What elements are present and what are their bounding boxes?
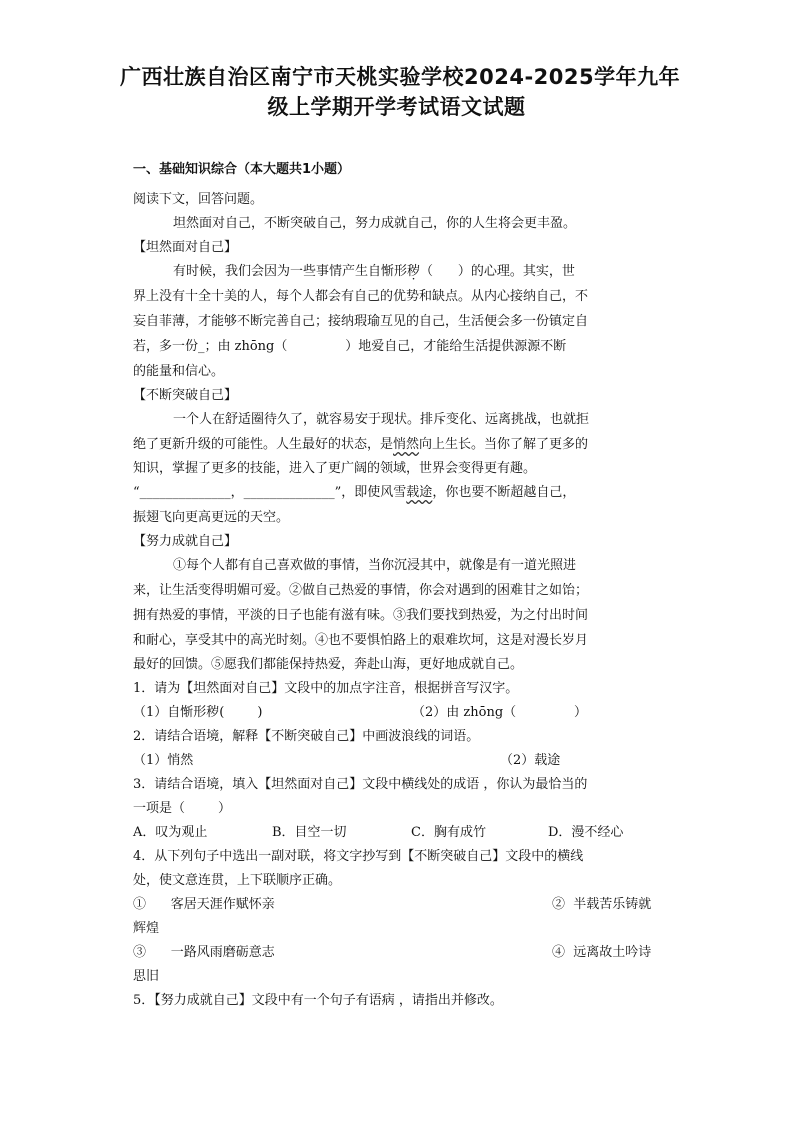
part3-line-3: 拥有热爱的事情，平淡的日子也能有滋有味。③我们要找到热爱，为之付出时间 <box>133 608 589 623</box>
part3-heading: 【努力成就自己】 <box>133 534 238 549</box>
question-3-stem-1: 3．请结合语境，填入【坦然面对自己】文段中横线处的成语 ，你认为最恰当的 <box>133 777 588 792</box>
title-line-1: 广西壮族自治区南宁市天桃实验学校2024-2025学年九年 <box>120 65 681 89</box>
question-4-option-2: ② 半载苦乐铸就 <box>552 897 652 912</box>
part3-line-5: 最好的回馈。⑤愿我们都能保持热爱，奔赴山海，更好地成就自己。 <box>133 657 524 672</box>
question-4-option-3: ③ 一路风雨磨砺意志 <box>133 945 275 960</box>
question-4-option-1: ① 客居天涯作赋怀亲 <box>133 897 275 912</box>
page-title <box>120 62 681 122</box>
part1-heading: 【坦然面对自己】 <box>133 240 238 255</box>
part3-line-4: 和耐心，享受其中的高光时刻。④也不要惧怕路上的艰难坎坷，这是对漫长岁月 <box>133 633 589 648</box>
part1-line-5: 的能量和信心。 <box>133 364 225 379</box>
question-4-stem-2: 处，使文意连贯，上下联顺序正确。 <box>133 873 342 888</box>
wavy-word-qiaoran: 悄然 <box>393 437 420 452</box>
question-3-stem-2: 一项是（ ） <box>133 801 232 816</box>
part1-line-1: 有时候，我们会因为一些事情产生自惭形秽（ ）的心理。其实，世 <box>173 264 575 279</box>
title-line-2: 级上学期开学考试语文试题 <box>267 95 526 119</box>
question-2-part-a: （1）悄然 <box>133 753 194 768</box>
question-2-part-b: （2）载途 <box>500 753 561 768</box>
part2-line-5: 振翅飞向更高更远的天空。 <box>133 510 290 525</box>
question-1-part-b: （2）由 zhōng（ ） <box>412 705 587 720</box>
part1-line-4: 若，多一份_；由 zhōng（ ）地爱自己，才能给生活提供源源不断 <box>133 339 567 354</box>
question-4-option-2-cont: 辉煌 <box>133 921 160 936</box>
passage-lead: 坦然面对自己，不断突破自己，努力成就自己，你的人生将会更丰盈。 <box>173 216 577 231</box>
question-2-stem: 2．请结合语境，解释【不断突破自己】中画波浪线的词语。 <box>133 729 480 744</box>
part2-line-4: “______________，______________”，即使风雪载途，你也要不断超越自己， <box>133 485 576 500</box>
question-4-option-4: ④ 远离故土吟诗 <box>552 945 652 960</box>
section-heading: 一、基础知识综合（本大题共1小题） <box>133 162 351 177</box>
part2-line-1: 一个人在舒适圈待久了，就容易安于现状。排斥变化、远离挑战，也就拒 <box>173 412 590 427</box>
part2-heading: 【不断突破自己】 <box>133 388 238 403</box>
wavy-word-zaitu: 载途 <box>406 485 433 500</box>
question-5-stem: 5．【努力成就自己】文段中有一个句子有语病 ，请指出并修改。 <box>133 993 503 1008</box>
part3-line-1: ①每个人都有自己喜欢做的事情，当你沉浸其中，就像是有一道光照进 <box>173 558 577 573</box>
part1-line-2: 界上没有十全十美的人，每个人都会有自己的优势和缺点。从内心接纳自己，不 <box>133 289 589 304</box>
question-3-option-d: D．漫不经心 <box>548 825 624 840</box>
part1-line-3: 妄自菲薄，才能够不断完善自己；接纳瑕瑜互见的自己，生活便会多一份镇定自 <box>133 314 589 329</box>
question-1-part-a: （1）自惭形秽( ) <box>133 705 263 720</box>
question-4-stem-1: 4．从下列句子中选出一副对联，将文字抄写到【不断突破自己】文段中的横线 <box>133 849 584 864</box>
question-4-option-4-cont: 思旧 <box>133 969 160 984</box>
question-3-option-c: C．胸有成竹 <box>411 825 486 840</box>
question-1-stem: 1．请为【坦然面对自己】文段中的加点字注音，根据拼音写汉字。 <box>133 681 519 696</box>
part2-line-3: 知识，掌握了更多的技能，进入了更广阔的领域，世界会变得更有趣。 <box>133 461 537 476</box>
part3-line-2: 来，让生活变得明媚可爱。②做自己热爱的事情，你会对遇到的困难甘之如饴； <box>133 583 589 598</box>
dotted-char: 秽 <box>407 264 421 279</box>
part2-line-2: 绝了更新升级的可能性。人生最好的状态，是悄然向上生长。当你了解了更多的 <box>133 437 589 452</box>
reading-instruction: 阅读下文，回答问题。 <box>133 192 264 207</box>
question-3-option-a: A．叹为观止 <box>133 825 208 840</box>
question-3-option-b: B．目空一切 <box>272 825 347 840</box>
